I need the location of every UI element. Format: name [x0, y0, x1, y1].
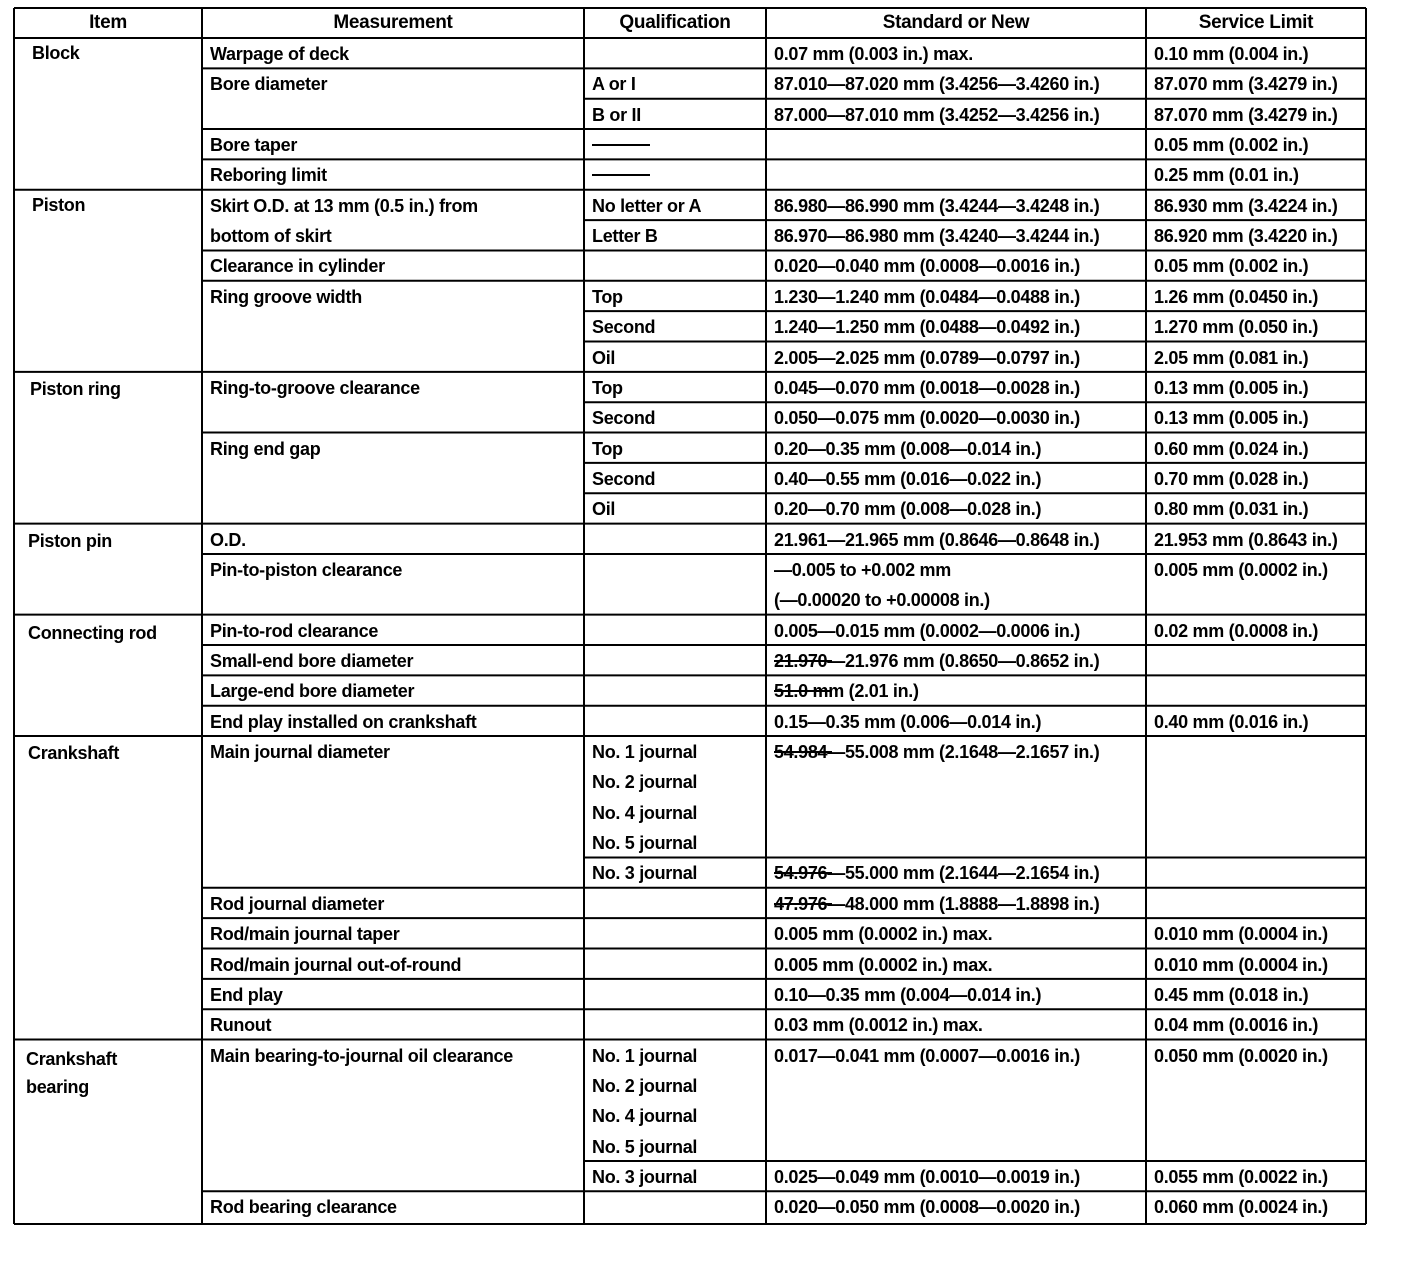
dash-placeholder: [774, 751, 832, 753]
item-crankshaft: Crankshaft: [28, 743, 120, 763]
row-20-limit: 0.02 mm (0.0008 in.): [1154, 620, 1319, 641]
header-qualification: Qualification: [619, 12, 731, 33]
row-16-limit: 0.80 mm (0.031 in.): [1154, 499, 1309, 520]
row-29-measurement: Rod journal diameter: [210, 893, 385, 914]
row-11-standard: 2.005—2.025 mm (0.0789—0.0797 in.): [774, 347, 1080, 368]
row-32-limit: 0.45 mm (0.018 in.): [1154, 984, 1309, 1005]
row-14-measurement: Ring end gap: [210, 438, 321, 459]
row-22-measurement: Large-end bore diameter: [210, 681, 415, 702]
row-17-measurement: O.D.: [210, 529, 246, 550]
row-18-standard: —0.005 to +0.002 mm: [774, 559, 951, 580]
row-1-measurement: Warpage of deck: [210, 44, 349, 64]
row-34-limit: 0.050 mm (0.0020 in.): [1154, 1045, 1328, 1066]
item-crankshaft-bearing: Crankshaft: [26, 1049, 118, 1069]
row-22-standard: 51.0 mm (2.01 in.): [774, 681, 919, 702]
row-12-qualification: Top: [592, 377, 623, 398]
row-17-standard: 21.961—21.965 mm (0.8646—0.8648 in.): [774, 529, 1100, 550]
row-12-measurement: Ring-to-groove clearance: [210, 377, 420, 398]
row-7-standard: 86.970—86.980 mm (3.4240—3.4244 in.): [774, 226, 1100, 247]
item-block: Block: [32, 43, 80, 63]
row-27-qualification: No. 5 journal: [592, 833, 698, 854]
row-3-standard: 87.000—87.010 mm (3.4252—3.4256 in.): [774, 104, 1100, 125]
row-13-standard: 0.050—0.075 mm (0.0020—0.0030 in.): [774, 408, 1080, 429]
row-8-limit: 0.05 mm (0.002 in.): [1154, 256, 1309, 277]
row-17-limit: 21.953 mm (0.8643 in.): [1154, 529, 1338, 550]
row-21-standard: 21.970—21.976 mm (0.8650—0.8652 in.): [774, 651, 1100, 671]
row-2-limit: 87.070 mm (3.4279 in.): [1154, 74, 1338, 95]
row-6-limit: 86.930 mm (3.4224 in.): [1154, 195, 1338, 216]
row-18-measurement: Pin-to-piston clearance: [210, 559, 403, 580]
row-33-limit: 0.04 mm (0.0016 in.): [1154, 1015, 1319, 1036]
row-11-qualification: Oil: [592, 347, 616, 368]
row-8-measurement: Clearance in cylinder: [210, 256, 385, 277]
row-8-standard: 0.020—0.040 mm (0.0008—0.0016 in.): [774, 256, 1080, 277]
row-33-standard: 0.03 mm (0.0012 in.) max.: [774, 1015, 983, 1036]
row-33-measurement: Runout: [210, 1015, 272, 1036]
dash-placeholder: [774, 690, 832, 692]
row-1-standard: 0.07 mm (0.003 in.) max.: [774, 44, 973, 64]
row-39-measurement: Rod bearing clearance: [210, 1197, 397, 1218]
header-standard: Standard or New: [882, 12, 1030, 33]
row-11-limit: 2.05 mm (0.081 in.): [1154, 347, 1309, 368]
header-measurement: Measurement: [333, 12, 453, 33]
header-service-limit: Service Limit: [1198, 12, 1314, 33]
row-18-limit: 0.005 mm (0.0002 in.): [1154, 559, 1328, 580]
row-30-measurement: Rod/main journal taper: [210, 924, 400, 945]
row-31-standard: 0.005 mm (0.0002 in.) max.: [774, 954, 993, 975]
row-30-standard: 0.005 mm (0.0002 in.) max.: [774, 924, 993, 945]
row-7-measurement: bottom of skirt: [210, 226, 332, 247]
row-6-standard: 86.980—86.990 mm (3.4244—3.4248 in.): [774, 195, 1100, 216]
row-6-qualification: No letter or A: [592, 195, 702, 216]
row-7-limit: 86.920 mm (3.4220 in.): [1154, 226, 1338, 247]
row-2-measurement: Bore diameter: [210, 74, 328, 95]
dash-placeholder: [774, 660, 832, 662]
row-21-measurement: Small-end bore diameter: [210, 651, 414, 671]
row-37-qualification: No. 5 journal: [592, 1136, 698, 1157]
row-34-measurement: Main bearing-to-journal oil clearance: [210, 1045, 513, 1066]
row-2-qualification: A or I: [592, 74, 636, 95]
row-31-limit: 0.010 mm (0.0004 in.): [1154, 954, 1328, 975]
row-12-standard: 0.045—0.070 mm (0.0018—0.0028 in.): [774, 377, 1080, 398]
item-piston: Piston: [32, 195, 86, 215]
row-3-limit: 87.070 mm (3.4279 in.): [1154, 104, 1338, 125]
row-9-measurement: Ring groove width: [210, 286, 362, 307]
row-26-qualification: No. 4 journal: [592, 802, 698, 823]
dash-placeholder: [592, 144, 650, 146]
row-10-qualification: Second: [592, 317, 656, 338]
row-39-standard: 0.020—0.050 mm (0.0008—0.0020 in.): [774, 1197, 1080, 1218]
item-piston-ring: Piston ring: [30, 379, 121, 399]
row-7-qualification: Letter B: [592, 226, 658, 247]
item-crankshaft-bearing-line2: bearing: [26, 1077, 89, 1097]
row-24-qualification: No. 1 journal: [592, 742, 698, 763]
row-10-standard: 1.240—1.250 mm (0.0488—0.0492 in.): [774, 317, 1080, 338]
row-31-measurement: Rod/main journal out-of-round: [210, 954, 462, 975]
row-4-measurement: Bore taper: [210, 135, 298, 156]
row-32-measurement: End play: [210, 984, 283, 1005]
row-19-standard: (—0.00020 to +0.00008 in.): [774, 590, 990, 611]
row-38-standard: 0.025—0.049 mm (0.0010—0.0019 in.): [774, 1166, 1080, 1187]
row-15-standard: 0.40—0.55 mm (0.016—0.022 in.): [774, 468, 1042, 489]
row-13-qualification: Second: [592, 408, 656, 429]
row-3-qualification: B or II: [592, 104, 641, 125]
row-24-standard: 54.984—55.008 mm (2.1648—2.1657 in.): [774, 742, 1100, 763]
row-14-limit: 0.60 mm (0.024 in.): [1154, 438, 1309, 459]
row-30-limit: 0.010 mm (0.0004 in.): [1154, 924, 1328, 945]
row-20-measurement: Pin-to-rod clearance: [210, 620, 379, 641]
row-9-qualification: Top: [592, 286, 623, 307]
row-38-limit: 0.055 mm (0.0022 in.): [1154, 1166, 1328, 1187]
dash-placeholder: [774, 872, 832, 874]
row-35-qualification: No. 2 journal: [592, 1075, 698, 1096]
row-28-qualification: No. 3 journal: [592, 863, 698, 884]
row-23-limit: 0.40 mm (0.016 in.): [1154, 711, 1309, 732]
row-32-standard: 0.10—0.35 mm (0.004—0.014 in.): [774, 984, 1042, 1005]
item-connecting-rod: Connecting rod: [28, 623, 157, 643]
header-item: Item: [89, 12, 127, 33]
row-14-qualification: Top: [592, 438, 623, 459]
row-38-qualification: No. 3 journal: [592, 1166, 698, 1187]
row-29-standard: 47.976—48.000 mm (1.8888—1.8898 in.): [774, 893, 1100, 914]
row-14-standard: 0.20—0.35 mm (0.008—0.014 in.): [774, 438, 1042, 459]
row-36-qualification: No. 4 journal: [592, 1106, 698, 1127]
row-9-limit: 1.26 mm (0.0450 in.): [1154, 286, 1319, 307]
row-13-limit: 0.13 mm (0.005 in.): [1154, 408, 1309, 429]
row-6-measurement: Skirt O.D. at 13 mm (0.5 in.) from: [210, 195, 478, 216]
row-9-standard: 1.230—1.240 mm (0.0484—0.0488 in.): [774, 286, 1080, 307]
row-39-limit: 0.060 mm (0.0024 in.): [1154, 1197, 1328, 1218]
row-16-standard: 0.20—0.70 mm (0.008—0.028 in.): [774, 499, 1042, 520]
row-23-measurement: End play installed on crankshaft: [210, 711, 477, 732]
row-15-limit: 0.70 mm (0.028 in.): [1154, 468, 1309, 489]
row-2-standard: 87.010—87.020 mm (3.4256—3.4260 in.): [774, 74, 1100, 95]
row-34-standard: 0.017—0.041 mm (0.0007—0.0016 in.): [774, 1045, 1080, 1066]
row-28-standard: 54.976—55.000 mm (2.1644—2.1654 in.): [774, 863, 1100, 884]
row-10-limit: 1.270 mm (0.050 in.): [1154, 317, 1319, 338]
row-25-qualification: No. 2 journal: [592, 772, 698, 793]
row-23-standard: 0.15—0.35 mm (0.006—0.014 in.): [774, 711, 1042, 732]
spec-table: [14, 8, 1366, 1224]
row-1-limit: 0.10 mm (0.004 in.): [1154, 44, 1309, 64]
item-piston-pin: Piston pin: [28, 531, 112, 551]
row-16-qualification: Oil: [592, 499, 616, 520]
row-34-qualification: No. 1 journal: [592, 1045, 698, 1066]
row-5-measurement: Reboring limit: [210, 165, 327, 186]
dash-placeholder: [592, 174, 650, 176]
dash-placeholder: [774, 903, 832, 905]
row-4-limit: 0.05 mm (0.002 in.): [1154, 135, 1309, 156]
row-24-measurement: Main journal diameter: [210, 742, 390, 763]
row-12-limit: 0.13 mm (0.005 in.): [1154, 377, 1309, 398]
row-5-limit: 0.25 mm (0.01 in.): [1154, 165, 1299, 186]
row-15-qualification: Second: [592, 468, 656, 489]
row-20-standard: 0.005—0.015 mm (0.0002—0.0006 in.): [774, 620, 1080, 641]
